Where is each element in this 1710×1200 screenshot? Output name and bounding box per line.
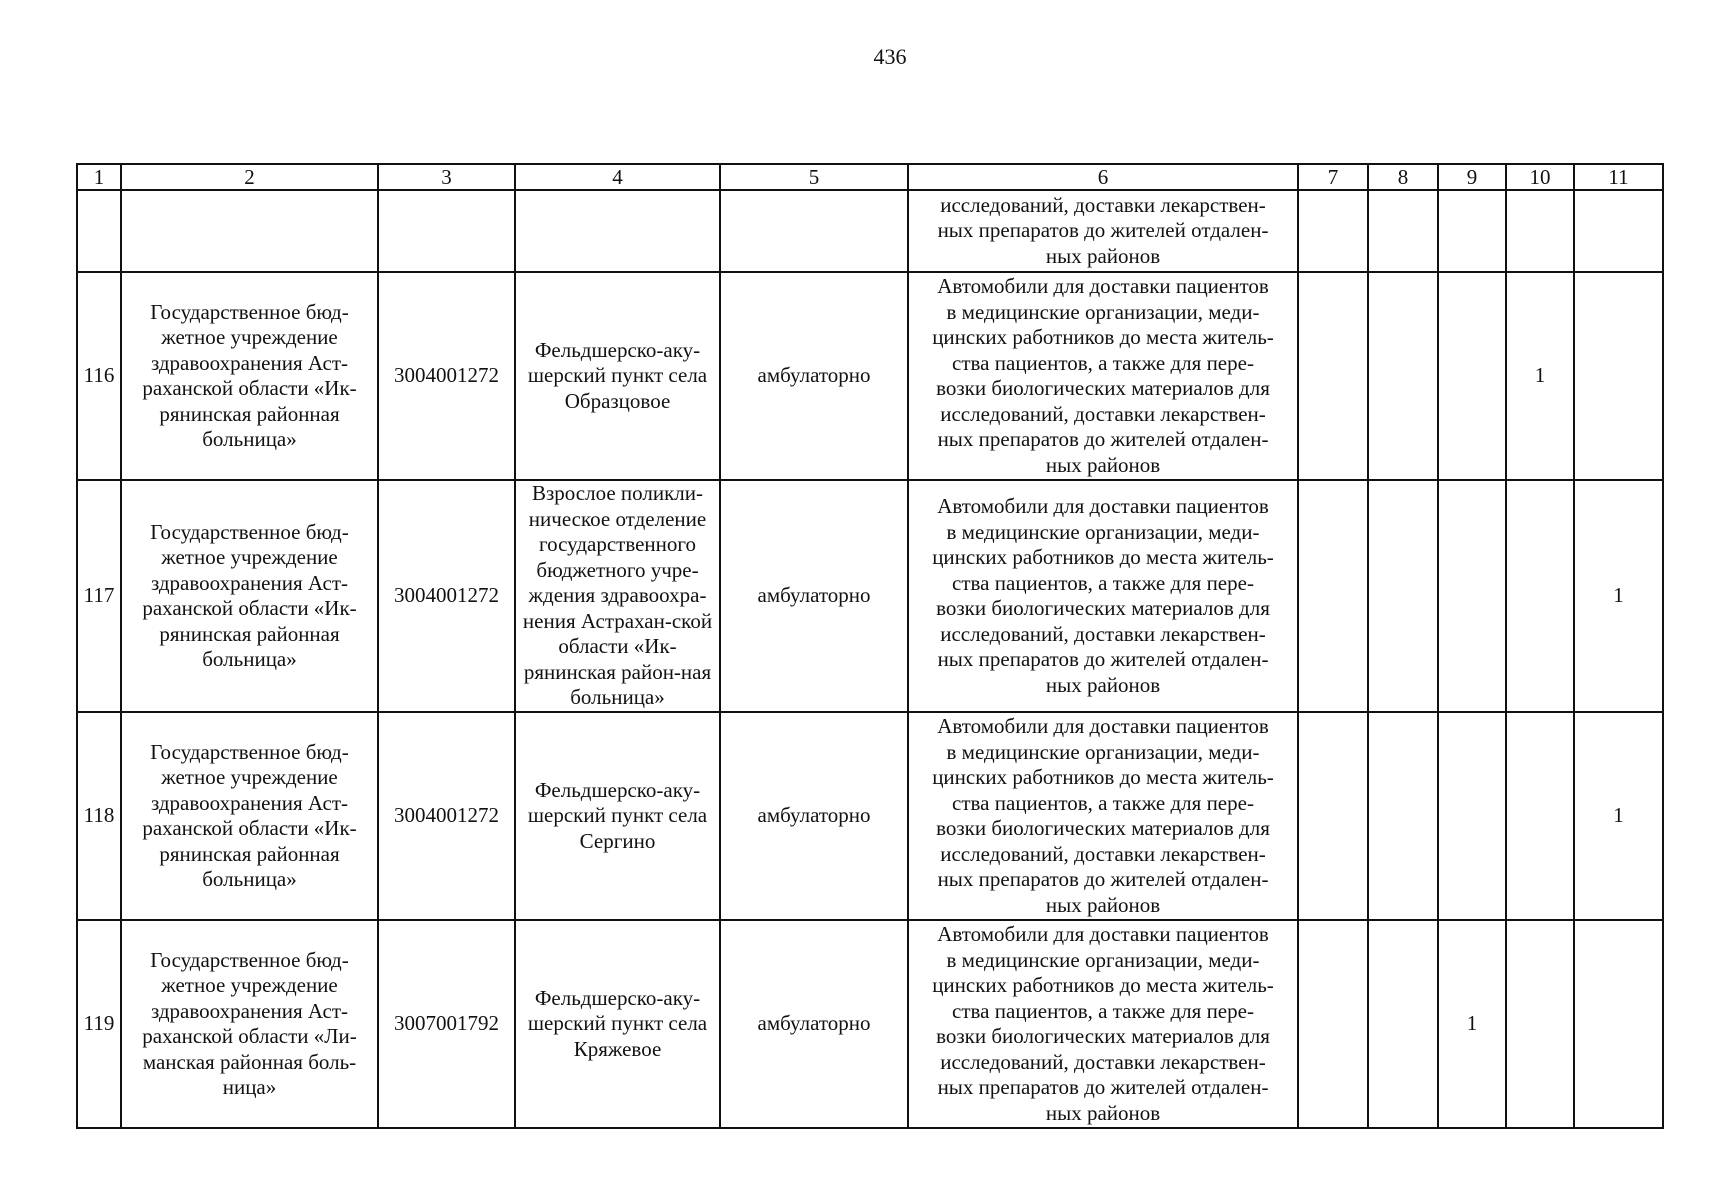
description-line: в медицинские организации, меди- bbox=[946, 739, 1260, 764]
description-line: исследований, доставки лекарствен- bbox=[940, 192, 1266, 217]
column-header-8: 8 bbox=[1368, 164, 1438, 190]
description-line: ных препаратов до жителей отдален- bbox=[937, 867, 1269, 891]
description-line: Автомобили для доставки пациентов bbox=[937, 494, 1269, 518]
cell-col-9 bbox=[1438, 480, 1506, 712]
cell-num bbox=[77, 190, 121, 272]
cell-col-10 bbox=[1506, 712, 1574, 920]
table-row-continuation bbox=[77, 190, 1663, 272]
cell-description bbox=[908, 712, 1298, 920]
cell-col-9: 1 bbox=[1438, 920, 1506, 1128]
cell-col-7 bbox=[1298, 190, 1368, 272]
column-header-6: 6 bbox=[908, 164, 1298, 190]
cell-col-8 bbox=[1368, 190, 1438, 272]
description-line: возки биологических материалов для bbox=[936, 1024, 1270, 1048]
cell-col-11: 1 bbox=[1574, 712, 1663, 920]
table-row bbox=[77, 480, 1663, 712]
description-line: Автомобили для доставки пациентов bbox=[937, 274, 1269, 298]
cell-unit bbox=[515, 190, 720, 272]
cell-unit: Фельдшерско-аку-шерский пункт села Сергино bbox=[515, 712, 720, 920]
column-header-5: 5 bbox=[720, 164, 908, 190]
cell-unit: Взрослое поликли-ническое отделение государственного бюджетного учре-ждения здравоохра-нения Астрахан-ской области «Ик-рянинская район-ная больница» bbox=[515, 480, 720, 712]
column-header-9: 9 bbox=[1438, 164, 1506, 190]
cell-inn: 3007001792 bbox=[378, 920, 515, 1128]
description-line: ных препаратов до жителей отдален- bbox=[937, 647, 1269, 671]
cell-organization: Государственное бюд-жетное учреждение здравоохранения Аст-раханской области «Ик-рянинская районная больница» bbox=[121, 272, 378, 480]
description-line: цинских работников до места житель- bbox=[932, 545, 1274, 569]
column-header-1: 1 bbox=[77, 164, 121, 190]
description-line: исследований, доставки лекарствен- bbox=[940, 1049, 1266, 1074]
cell-care-type: амбулаторно bbox=[720, 480, 908, 712]
cell-inn: 3004001272 bbox=[378, 272, 515, 480]
cell-col-9 bbox=[1438, 712, 1506, 920]
cell-inn: 3004001272 bbox=[378, 712, 515, 920]
cell-organization: Государственное бюд-жетное учреждение здравоохранения Аст-раханской области «Ик-рянинская районная больница» bbox=[121, 480, 378, 712]
cell-col-7 bbox=[1298, 272, 1368, 480]
description-line: ства пациентов, а также для пере- bbox=[952, 790, 1254, 815]
column-header-2: 2 bbox=[121, 164, 378, 190]
cell-col-9 bbox=[1438, 190, 1506, 272]
cell-inn: 3004001272 bbox=[378, 480, 515, 712]
cell-col-10 bbox=[1506, 920, 1574, 1128]
description-line: в медицинские организации, меди- bbox=[946, 947, 1260, 972]
cell-col-10 bbox=[1506, 480, 1574, 712]
column-header-7: 7 bbox=[1298, 164, 1368, 190]
description-line: исследований, доставки лекарствен- bbox=[940, 621, 1266, 646]
cell-organization: Государственное бюд-жетное учреждение здравоохранения Аст-раханской области «Ик-рянинская районная больница» bbox=[121, 712, 378, 920]
description-line: ных препаратов до жителей отдален- bbox=[937, 427, 1269, 451]
cell-col-8 bbox=[1368, 272, 1438, 480]
description-line: ных препаратов до жителей отдален- bbox=[937, 1075, 1269, 1099]
description-line: ных районов bbox=[1045, 672, 1161, 697]
cell-care-type: амбулаторно bbox=[720, 272, 908, 480]
description-line: ных районов bbox=[1045, 892, 1161, 917]
cell-inn bbox=[378, 190, 515, 272]
description-line: исследований, доставки лекарствен- bbox=[940, 401, 1266, 426]
table-header-row bbox=[77, 164, 1663, 190]
description-line: ства пациентов, а также для пере- bbox=[952, 998, 1254, 1023]
cell-col-11 bbox=[1574, 920, 1663, 1128]
column-header-3: 3 bbox=[378, 164, 515, 190]
description-line: ных районов bbox=[1045, 243, 1161, 268]
cell-unit: Фельдшерско-аку-шерский пункт села Кряжевое bbox=[515, 920, 720, 1128]
cell-col-11: 1 bbox=[1574, 480, 1663, 712]
cell-col-7 bbox=[1298, 712, 1368, 920]
cell-col-9 bbox=[1438, 272, 1506, 480]
cell-col-8 bbox=[1368, 712, 1438, 920]
cell-col-10: 1 bbox=[1506, 272, 1574, 480]
cell-col-8 bbox=[1368, 920, 1438, 1128]
data-table bbox=[76, 163, 1664, 1129]
description-line: исследований, доставки лекарствен- bbox=[940, 841, 1266, 866]
table-row bbox=[77, 272, 1663, 480]
column-header-10: 10 bbox=[1506, 164, 1574, 190]
description-line: цинских работников до места житель- bbox=[932, 765, 1274, 789]
cell-col-10 bbox=[1506, 190, 1574, 272]
description-line: в медицинские организации, меди- bbox=[946, 519, 1260, 544]
description-line: цинских работников до места житель- bbox=[932, 325, 1274, 349]
description-line: ных препаратов до жителей отдален- bbox=[937, 218, 1269, 243]
cell-num: 117 bbox=[77, 480, 121, 712]
page-number: 436 bbox=[873, 44, 907, 69]
cell-col-7 bbox=[1298, 920, 1368, 1128]
description-line: Автомобили для доставки пациентов bbox=[937, 922, 1269, 946]
cell-organization bbox=[121, 190, 378, 272]
description-line: ства пациентов, а также для пере- bbox=[952, 570, 1254, 595]
table-row bbox=[77, 920, 1663, 1128]
cell-num: 118 bbox=[77, 712, 121, 920]
cell-unit: Фельдшерско-аку-шерский пункт села Образцовое bbox=[515, 272, 720, 480]
cell-col-7 bbox=[1298, 480, 1368, 712]
cell-col-11 bbox=[1574, 272, 1663, 480]
cell-organization: Государственное бюд-жетное учреждение здравоохранения Аст-раханской области «Ли-манская районная боль-ница» bbox=[121, 920, 378, 1128]
cell-description bbox=[908, 480, 1298, 712]
cell-col-11 bbox=[1574, 190, 1663, 272]
description-line: возки биологических материалов для bbox=[936, 816, 1270, 840]
cell-care-type: амбулаторно bbox=[720, 712, 908, 920]
description-line: возки биологических материалов для bbox=[936, 376, 1270, 400]
table-row bbox=[77, 712, 1663, 920]
cell-care-type bbox=[720, 190, 908, 272]
description-line: Автомобили для доставки пациентов bbox=[937, 714, 1269, 738]
cell-description bbox=[908, 920, 1298, 1128]
cell-num: 116 bbox=[77, 272, 121, 480]
cell-description bbox=[908, 272, 1298, 480]
description-line: ных районов bbox=[1045, 452, 1161, 477]
description-line: ства пациентов, а также для пере- bbox=[952, 350, 1254, 375]
description-line: в медицинские организации, меди- bbox=[946, 299, 1260, 324]
cell-description bbox=[908, 190, 1298, 272]
cell-care-type: амбулаторно bbox=[720, 920, 908, 1128]
cell-col-8 bbox=[1368, 480, 1438, 712]
cell-num: 119 bbox=[77, 920, 121, 1128]
description-line: цинских работников до места житель- bbox=[932, 973, 1274, 997]
column-header-11: 11 bbox=[1574, 164, 1663, 190]
description-line: возки биологических материалов для bbox=[936, 596, 1270, 620]
column-header-4: 4 bbox=[515, 164, 720, 190]
description-line: ных районов bbox=[1045, 1100, 1161, 1125]
